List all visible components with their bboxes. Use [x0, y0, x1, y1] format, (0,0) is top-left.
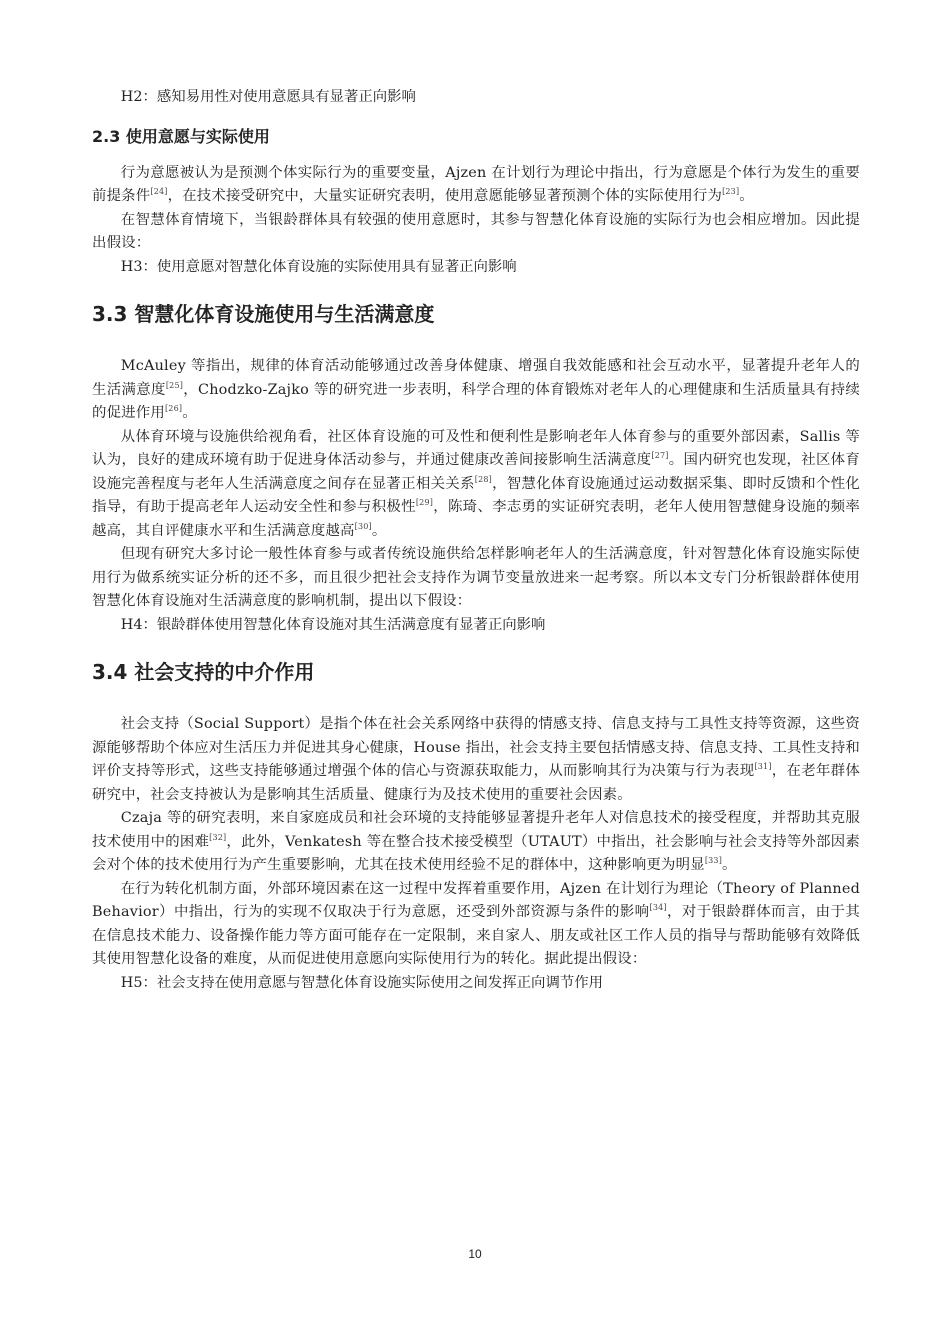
- subsection-heading-2-3: 2.3 使用意愿与实际使用: [92, 126, 270, 146]
- paragraph-behavior-transformation: 在行为转化机制方面，外部环境因素在这一过程中发挥着重要作用，Ajzen 在计划行为理论（Theory of Planned Behavior）中指出，行为的实现不仅取决于行为意愿，还受到外部资源与条件的影响[34]，对于银龄群体而言，由于其在信息技术能力、设备操作能力等方面可能存在一定限制，来自家人、朋友或社区工作人员的指导与帮助能够有效降低其使用智慧化设备的难度，从而促进使用意愿向实际使用行为的转化。据此提出假设：: [92, 880, 860, 967]
- citation: [24]: [150, 187, 168, 197]
- hypothesis-h3: H3：使用意愿对智慧化体育设施的实际使用具有显著正向影响: [120, 258, 517, 275]
- paragraph-intention-behavior: 行为意愿被认为是预测个体实际行为的重要变量，Ajzen 在计划行为理论中指出，行为意愿是个体行为发生的重要前提条件[24]，在技术接受研究中，大量实证研究表明，使用意愿能够显著预测个体的实际使用行为[23]。: [92, 164, 860, 204]
- hypothesis-h4: H4：银龄群体使用智慧化体育设施对其生活满意度有显著正向影响: [120, 616, 546, 633]
- page-number: 10: [468, 1247, 482, 1261]
- citation: [31]: [754, 762, 772, 772]
- citation: [30]: [354, 521, 372, 531]
- citation: [27]: [651, 451, 669, 461]
- citation: [25]: [165, 380, 184, 390]
- paragraph-research-gap: 但现有研究大多讨论一般性体育参与或者传统设施供给怎样影响老年人的生活满意度，针对智慧化体育设施实际使用行为做系统实证分析的还不多，而且很少把社会支持作为调节变量放进来一起考察。所以本文专门分析银龄群体使用智慧化体育设施对生活满意度的影响机制，提出以下假设：: [92, 546, 860, 609]
- section-heading-3-4: 3.4 社会支持的中介作用: [92, 660, 315, 684]
- paragraph-mcauley: McAuley 等指出，规律的体育活动能够通过改善身体健康、增强自我效能感和社会互动水平，显著提升老年人的生活满意度[25]，Chodzko-Zajko 等的研究进一步表明，科学合理的体育锻炼对老年人的心理健康和生活质量具有持续的促进作用[26]。: [92, 358, 860, 421]
- citation: [23]: [722, 187, 740, 197]
- citation: [34]: [649, 903, 667, 913]
- paragraph-social-support: 社会支持（Social Support）是指个体在社会关系网络中获得的情感支持、信息支持与工具性支持等资源，这些资源能够帮助个体应对生活压力并促进其身心健康，House 指出，社会支持主要包括情感支持、信息支持、工具性支持和评价支持等形式，这些支持能够通过增强个体的信心与资源获取能力，从而影响其行为决策与行为表现[31]，在老年群体研究中，社会支持被认为是影响其生活质量、健康行为及技术使用的重要社会因素。: [92, 716, 860, 803]
- document-body: [92, 86, 860, 995]
- paragraph-smart-sports-context: 在智慧体育情境下，当银龄群体具有较强的使用意愿时，其参与智慧化体育设施的实际行为也会相应增加。因此提出假设：: [92, 211, 860, 251]
- citation: [33]: [704, 856, 723, 866]
- paragraph-czaja: Czaja 等的研究表明，来自家庭成员和社会环境的支持能够显著提升老年人对信息技术的接受程度，并帮助其克服技术使用中的困难[32]，此外，Venkatesh 等在整合技术接受模型（UTAUT）中指出，社会影响与社会支持等外部因素会对个体的技术使用行为产生重要影响，尤其在技术使用经验不足的群体中，这种影响更为明显[33]。: [92, 810, 861, 873]
- citation: [29]: [415, 498, 434, 508]
- citation: [32]: [209, 832, 227, 842]
- citation: [28]: [474, 474, 492, 484]
- paragraph-environment-facilities: 从体育环境与设施供给视角看，社区体育设施的可及性和便利性是影响老年人体育参与的重要外部因素，Sallis 等认为，良好的建成环境有助于促进身体活动参与，并通过健康改善间接影响生活满意度[27]。国内研究也发现，社区体育设施完善程度与老年人生活满意度之间存在显著正相关关系[28]，智慧化体育设施通过运动数据采集、即时反馈和个性化指导，有助于提高老年人运动安全性和参与积极性[29]，陈琦、李志勇的实证研究表明，老年人使用智慧健身设施的频率越高，其自评健康水平和生活满意度越高[30]。: [92, 428, 860, 539]
- section-heading-3-3: 3.3 智慧化体育设施使用与生活满意度: [92, 302, 435, 326]
- citation: [26]: [164, 404, 183, 414]
- hypothesis-h5: H5：社会支持在使用意愿与智慧化体育设施实际使用之间发挥正向调节作用: [120, 974, 604, 991]
- hypothesis-h2: H2：感知易用性对使用意愿具有显著正向影响: [120, 89, 416, 105]
